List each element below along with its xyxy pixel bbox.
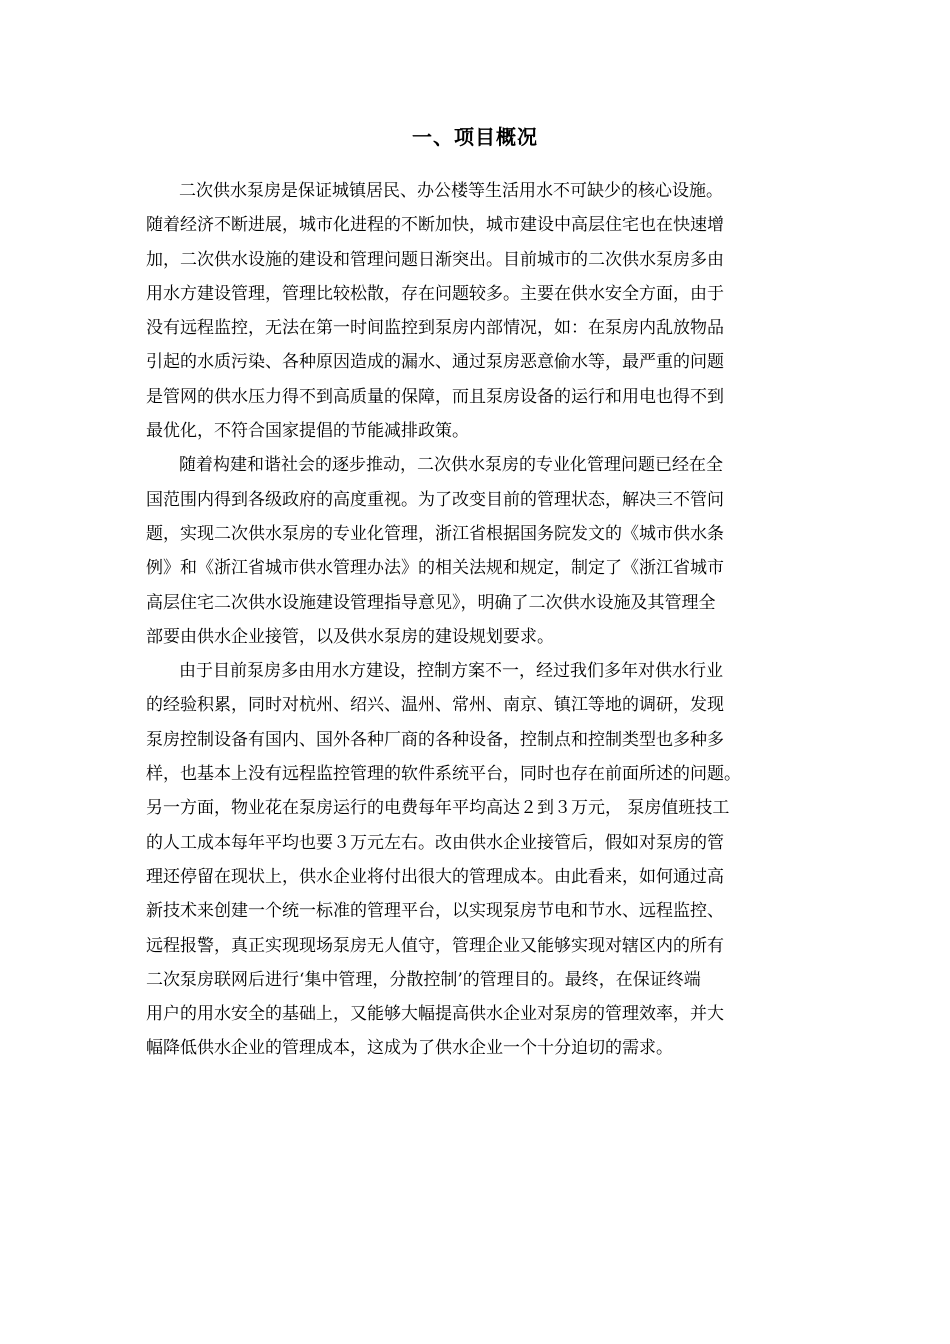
paragraph-line: 样，也基本上没有远程监控管理的软件系统平台，同时也存在前面所述的问题。 xyxy=(146,764,741,785)
paragraph-line: 是管网的供水压力得不到高质量的保障，而且泵房设备的运行和用电也得不到 xyxy=(146,386,724,407)
paragraph-line: 的经验积累，同时对杭州、绍兴、温州、常州、南京、镇江等地的调研，发现 xyxy=(146,695,724,716)
paragraph-line: 引起的水质污染、各种原因造成的漏水、通过泵房恶意偷水等，最严重的问题 xyxy=(146,352,724,373)
paragraph-2 xyxy=(146,448,804,654)
paragraph-line: 用水方建设管理，管理比较松散，存在问题较多。主要在供水安全方面，由于 xyxy=(146,283,724,304)
paragraph-line: 由于目前泵房多由用水方建设，控制方案不一，经过我们多年对供水行业 xyxy=(179,661,723,682)
paragraph-line: 国范围内得到各级政府的高度重视。为了改变目前的管理状态，解决三不管问 xyxy=(146,489,724,510)
paragraph-3 xyxy=(146,654,804,1066)
paragraph-line: 最优化，不符合国家提倡的节能减排政策。 xyxy=(146,421,469,442)
paragraph-line: 泵房控制设备有国内、国外各种厂商的各种设备，控制点和控制类型也多种多 xyxy=(146,729,724,750)
section-title: 一、项目概况 xyxy=(412,125,538,149)
paragraph-line: 没有远程监控，无法在第一时间监控到泵房内部情况，如：在泵房内乱放物品 xyxy=(146,318,724,339)
paragraph-line: 二次供水泵房是保证城镇居民、办公楼等生活用水不可缺少的核心设施。 xyxy=(179,181,723,201)
paragraph-line: 幅降低供水企业的管理成本，这成为了供水企业一个十分迫切的需求。 xyxy=(146,1038,673,1059)
paragraph-line: 加，二次供水设施的建设和管理问题日渐突出。目前城市的二次供水泵房多由 xyxy=(146,249,724,270)
document-body xyxy=(146,174,804,1066)
paragraph-1 xyxy=(146,174,804,448)
paragraph-line: 另一方面，物业花在泵房运行的电费每年平均高达２到３万元， 泵房值班技工 xyxy=(146,798,730,819)
paragraph-line: 例》和《浙江省城市供水管理办法》的相关法规和规定，制定了《浙江省城市 xyxy=(146,558,724,579)
paragraph-line: 二次泵房联网后进行‘集中管理，分散控制’的管理目的。最终，在保证终端 xyxy=(146,969,701,990)
paragraph-line: 用户的用水安全的基础上，又能够大幅提高供水企业对泵房的管理效率，并大 xyxy=(146,1004,724,1025)
paragraph-line: 新技术来创建一个统一标准的管理平台，以实现泵房节电和节水、远程监控、 xyxy=(146,901,724,922)
paragraph-line: 高层住宅二次供水设施建设管理指导意见》，明确了二次供水设施及其管理全 xyxy=(146,592,716,613)
paragraph-line: 随着构建和谐社会的逐步推动，二次供水泵房的专业化管理问题已经在全 xyxy=(179,455,723,476)
paragraph-line: 题，实现二次供水泵房的专业化管理，浙江省根据国务院发文的《城市供水条 xyxy=(146,523,724,544)
paragraph-line: 远程报警，真正实现现场泵房无人值守，管理企业又能够实现对辖区内的所有 xyxy=(146,935,724,956)
paragraph-line: 理还停留在现状上，供水企业将付出很大的管理成本。由此看来，如何通过高 xyxy=(146,866,724,887)
paragraph-line: 部要由供水企业接管，以及供水泵房的建设规划要求。 xyxy=(146,626,554,647)
paragraph-line: 的人工成本每年平均也要３万元左右。改由供水企业接管后，假如对泵房的管 xyxy=(146,832,724,853)
paragraph-line: 随着经济不断进展，城市化进程的不断加快，城市建设中高层住宅也在快速增 xyxy=(146,215,724,236)
